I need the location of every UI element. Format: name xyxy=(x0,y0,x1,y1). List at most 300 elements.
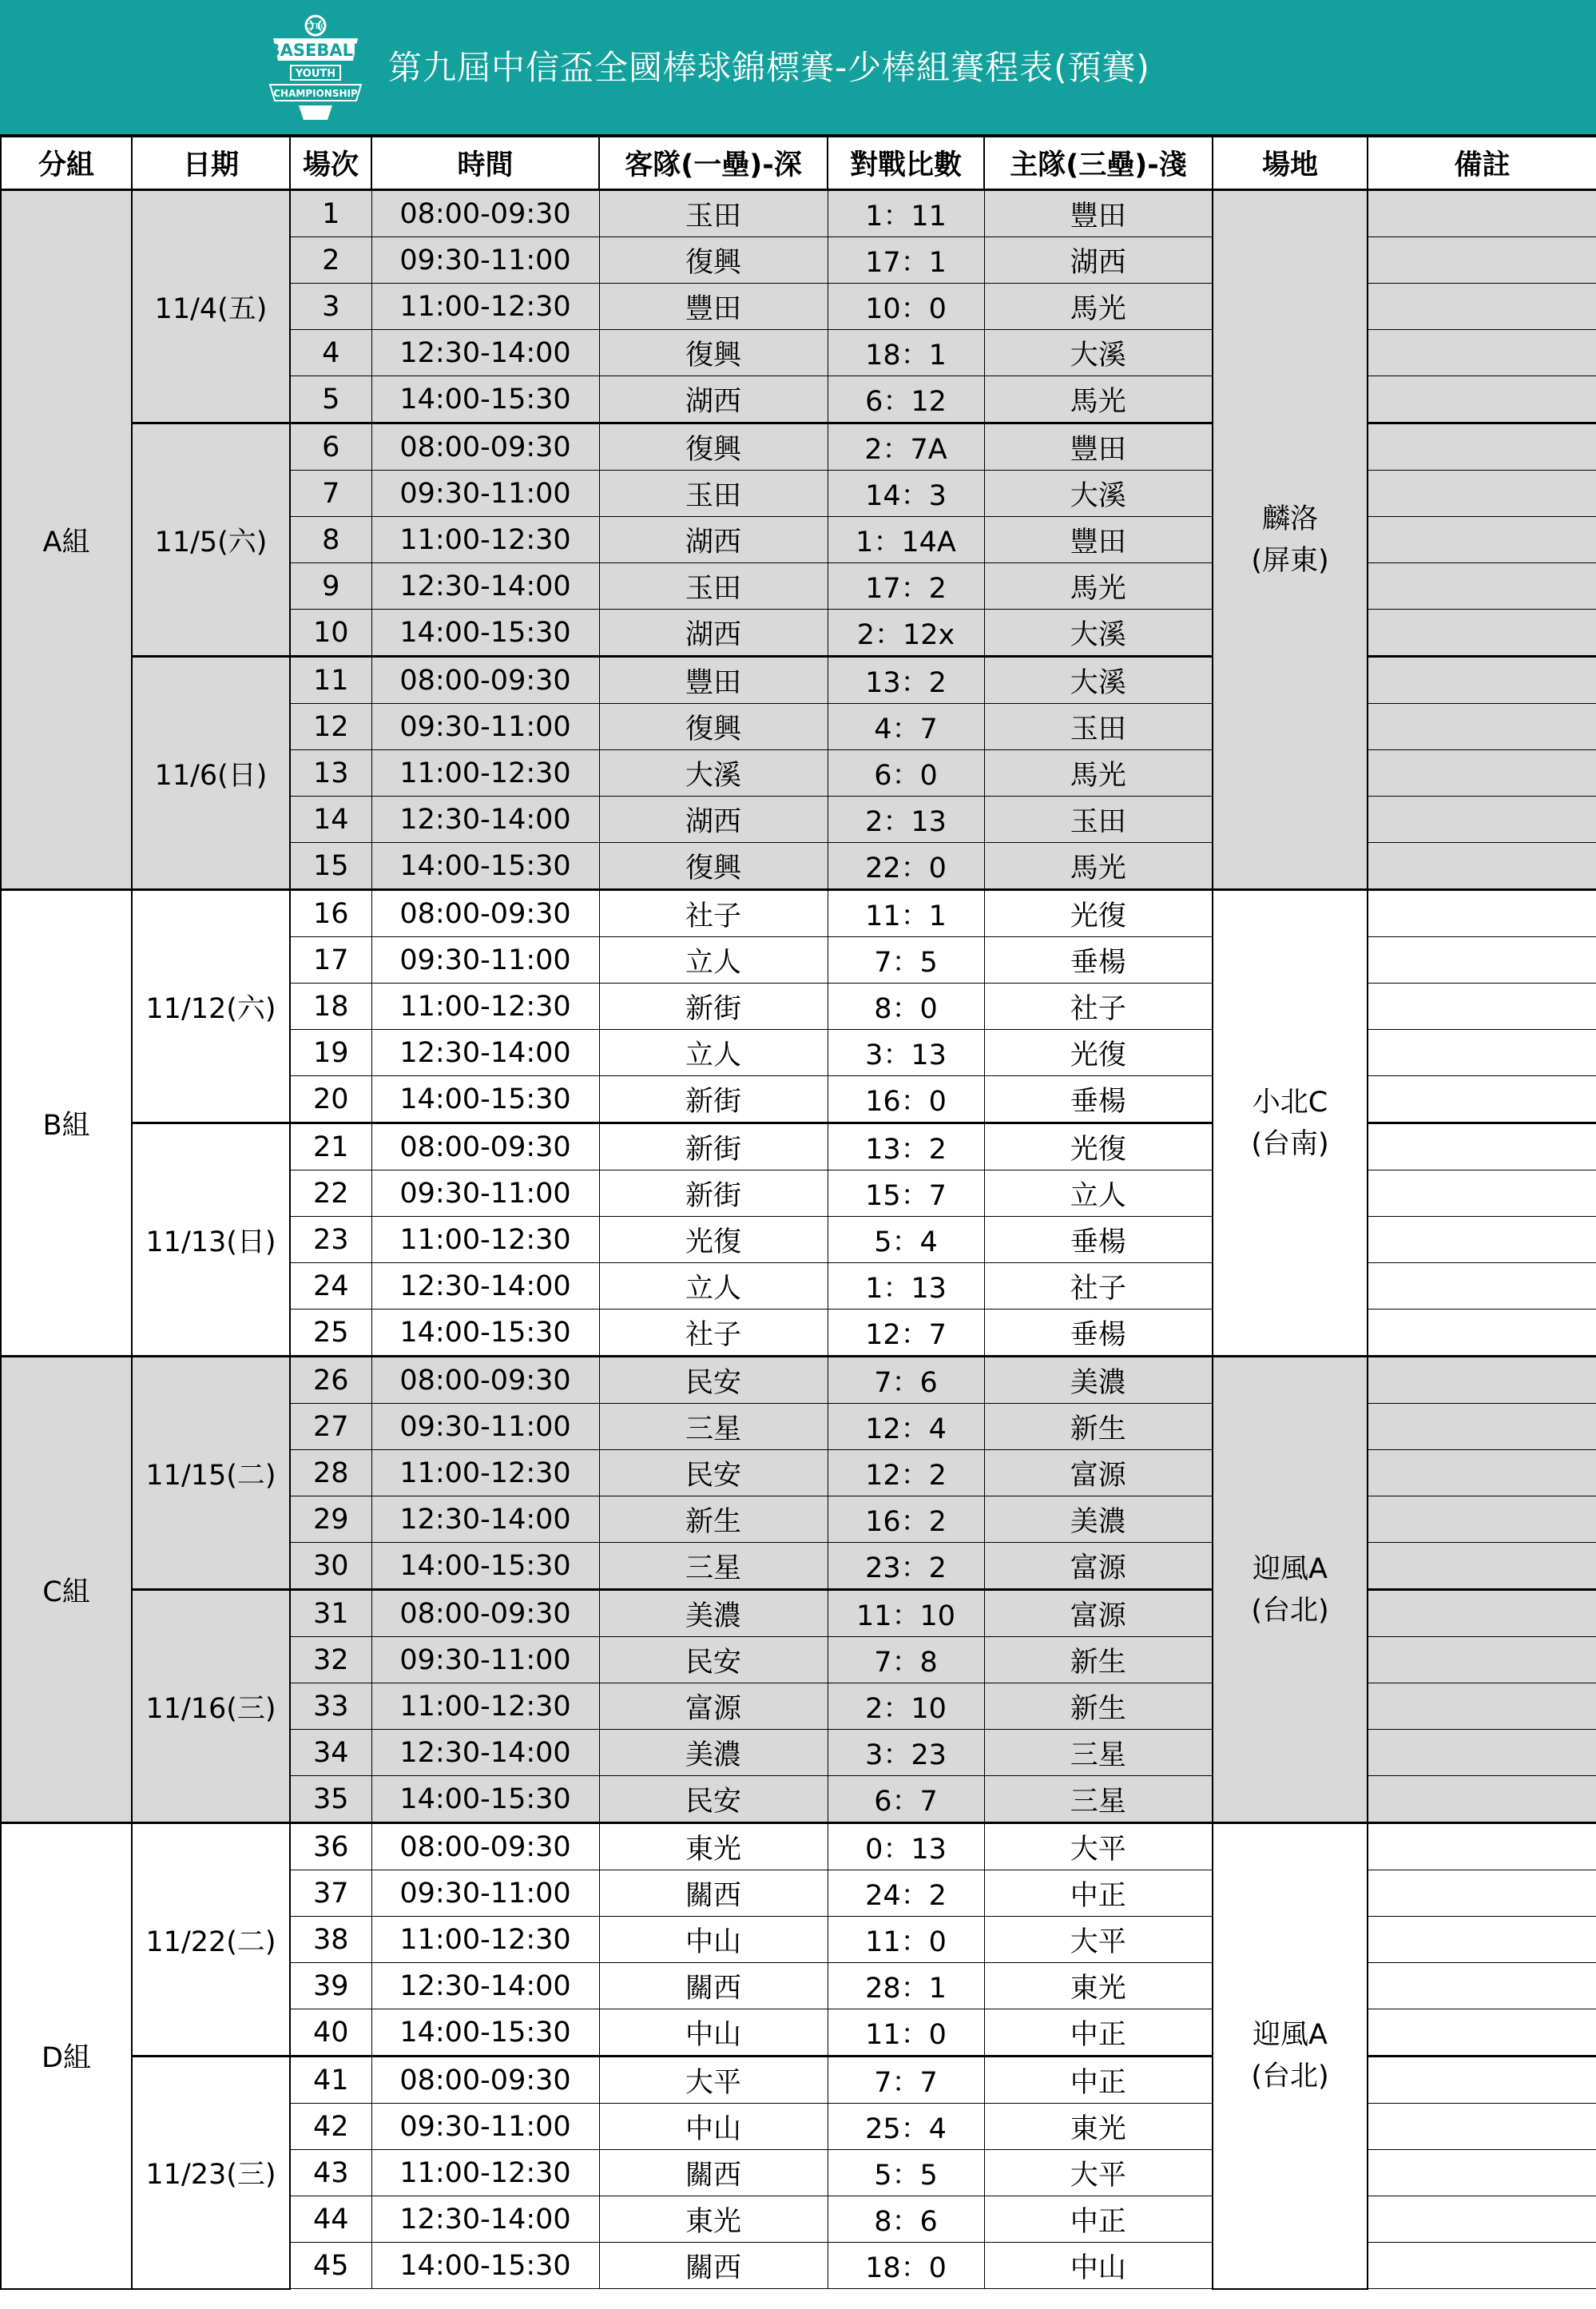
away-team-cell: 湖西 xyxy=(599,517,828,563)
venue-name: 迎風A xyxy=(1253,2019,1328,2052)
game-number-cell: 28 xyxy=(290,1450,371,1496)
notes-cell xyxy=(1368,1823,1596,1870)
notes-cell xyxy=(1368,1543,1596,1590)
column-header-venue: 場地 xyxy=(1213,137,1368,190)
home-team-cell: 東光 xyxy=(984,2104,1213,2150)
home-team-cell: 新生 xyxy=(984,1637,1213,1683)
away-team-cell: 大平 xyxy=(599,2057,828,2104)
notes-cell xyxy=(1368,1917,1596,1963)
game-number-cell: 41 xyxy=(290,2057,371,2104)
game-number-cell: 11 xyxy=(290,657,371,704)
time-cell: 14:00-15:30 xyxy=(371,2243,599,2289)
score-cell: 2：7A xyxy=(828,423,984,471)
time-cell: 09:30-11:00 xyxy=(371,1637,599,1683)
away-team-cell: 復興 xyxy=(599,843,828,890)
score-cell: 2：12x xyxy=(828,610,984,657)
home-team-cell: 垂楊 xyxy=(984,1076,1213,1123)
time-cell: 12:30-14:00 xyxy=(371,330,599,376)
notes-cell xyxy=(1368,890,1596,937)
score-cell: 13：2 xyxy=(828,657,984,704)
notes-cell xyxy=(1368,190,1596,237)
notes-cell xyxy=(1368,1123,1596,1170)
venue-name: 麟洛 xyxy=(1261,503,1318,535)
home-team-cell: 湖西 xyxy=(984,237,1213,284)
notes-cell xyxy=(1368,1309,1596,1357)
home-team-cell: 新生 xyxy=(984,1404,1213,1450)
notes-cell xyxy=(1368,750,1596,797)
schedule-body xyxy=(1,190,1596,2289)
column-header-home-team: 主隊(三壘)-淺 xyxy=(984,137,1213,190)
home-team-cell: 中山 xyxy=(984,2243,1213,2289)
home-team-cell: 東光 xyxy=(984,1963,1213,2009)
game-number-cell: 7 xyxy=(290,471,371,517)
away-team-cell: 民安 xyxy=(599,1637,828,1683)
score-cell: 16：0 xyxy=(828,1076,984,1123)
column-header-time: 時間 xyxy=(371,137,599,190)
game-number-cell: 13 xyxy=(290,750,371,797)
home-team-cell: 大溪 xyxy=(984,471,1213,517)
notes-cell xyxy=(1368,1730,1596,1776)
notes-cell xyxy=(1368,376,1596,423)
score-cell: 24：2 xyxy=(828,1870,984,1917)
svg-text:YOUTH: YOUTH xyxy=(295,68,336,80)
time-cell: 09:30-11:00 xyxy=(371,237,599,284)
score-cell: 3：13 xyxy=(828,1030,984,1076)
home-team-cell: 三星 xyxy=(984,1776,1213,1823)
notes-cell xyxy=(1368,797,1596,843)
away-team-cell: 民安 xyxy=(599,1776,828,1823)
notes-cell xyxy=(1368,1217,1596,1263)
notes-cell xyxy=(1368,517,1596,563)
page-title: 第九屆中信盃全國棒球錦標賽-少棒組賽程表(預賽) xyxy=(388,48,1150,87)
away-team-cell: 新街 xyxy=(599,1076,828,1123)
game-number-cell: 39 xyxy=(290,1963,371,2009)
home-team-cell: 大溪 xyxy=(984,657,1213,704)
time-cell: 08:00-09:30 xyxy=(371,2057,599,2104)
home-team-cell: 馬光 xyxy=(984,563,1213,610)
schedule-table xyxy=(0,136,1596,2290)
away-team-cell: 美濃 xyxy=(599,1590,828,1637)
home-team-cell: 中正 xyxy=(984,1870,1213,1917)
away-team-cell: 湖西 xyxy=(599,610,828,657)
notes-cell xyxy=(1368,937,1596,984)
notes-cell xyxy=(1368,284,1596,330)
game-number-cell: 45 xyxy=(290,2243,371,2289)
notes-cell xyxy=(1368,1776,1596,1823)
away-team-cell: 光復 xyxy=(599,1217,828,1263)
group-cell: D組 xyxy=(1,1823,132,2289)
away-team-cell: 新街 xyxy=(599,984,828,1030)
away-team-cell: 中山 xyxy=(599,1917,828,1963)
game-number-cell: 23 xyxy=(290,1217,371,1263)
game-number-cell: 18 xyxy=(290,984,371,1030)
away-team-cell: 豐田 xyxy=(599,284,828,330)
time-cell: 09:30-11:00 xyxy=(371,2104,599,2150)
score-cell: 17：2 xyxy=(828,563,984,610)
score-cell: 7：7 xyxy=(828,2057,984,2104)
home-team-cell: 富源 xyxy=(984,1590,1213,1637)
time-cell: 14:00-15:30 xyxy=(371,610,599,657)
game-number-cell: 38 xyxy=(290,1917,371,1963)
notes-cell xyxy=(1368,1357,1596,1404)
score-cell: 11：10 xyxy=(828,1590,984,1637)
notes-cell xyxy=(1368,984,1596,1030)
venue-name: 迎風A xyxy=(1253,1552,1328,1585)
home-team-cell: 大溪 xyxy=(984,330,1213,376)
time-cell: 11:00-12:30 xyxy=(371,284,599,330)
score-cell: 7：5 xyxy=(828,937,984,984)
score-cell: 7：8 xyxy=(828,1637,984,1683)
score-cell: 11：1 xyxy=(828,890,984,937)
away-team-cell: 玉田 xyxy=(599,563,828,610)
score-cell: 12：4 xyxy=(828,1404,984,1450)
game-number-cell: 33 xyxy=(290,1683,371,1730)
game-number-cell: 29 xyxy=(290,1496,371,1543)
score-cell: 18：0 xyxy=(828,2243,984,2289)
score-cell: 16：2 xyxy=(828,1496,984,1543)
notes-cell xyxy=(1368,2104,1596,2150)
svg-text:CHAMPIONSHIP: CHAMPIONSHIP xyxy=(273,88,358,99)
away-team-cell: 湖西 xyxy=(599,376,828,423)
away-team-cell: 東光 xyxy=(599,1823,828,1870)
notes-cell xyxy=(1368,2196,1596,2243)
time-cell: 14:00-15:30 xyxy=(371,1309,599,1357)
group-cell: B組 xyxy=(1,890,132,1357)
home-team-cell: 富源 xyxy=(984,1543,1213,1590)
group-cell: A組 xyxy=(1,190,132,890)
away-team-cell: 社子 xyxy=(599,1309,828,1357)
away-team-cell: 三星 xyxy=(599,1543,828,1590)
away-team-cell: 玉田 xyxy=(599,190,828,237)
game-number-cell: 24 xyxy=(290,1263,371,1309)
table-row xyxy=(1,890,1596,937)
game-number-cell: 40 xyxy=(290,2009,371,2057)
score-cell: 11：0 xyxy=(828,1917,984,1963)
home-team-cell: 中正 xyxy=(984,2009,1213,2057)
time-cell: 14:00-15:30 xyxy=(371,1776,599,1823)
notes-cell xyxy=(1368,1590,1596,1637)
notes-cell xyxy=(1368,1496,1596,1543)
notes-cell xyxy=(1368,1683,1596,1730)
game-number-cell: 16 xyxy=(290,890,371,937)
game-number-cell: 25 xyxy=(290,1309,371,1357)
table-row xyxy=(1,190,1596,237)
time-cell: 08:00-09:30 xyxy=(371,190,599,237)
venue-region: (台北) xyxy=(1251,1594,1329,1627)
notes-cell xyxy=(1368,330,1596,376)
away-team-cell: 社子 xyxy=(599,890,828,937)
score-cell: 6：12 xyxy=(828,376,984,423)
home-team-cell: 大溪 xyxy=(984,610,1213,657)
score-cell: 17：1 xyxy=(828,237,984,284)
score-cell: 25：4 xyxy=(828,2104,984,2150)
date-cell: 11/13(日) xyxy=(132,1123,290,1357)
game-number-cell: 5 xyxy=(290,376,371,423)
time-cell: 08:00-09:30 xyxy=(371,657,599,704)
group-cell: C組 xyxy=(1,1357,132,1823)
away-team-cell: 三星 xyxy=(599,1404,828,1450)
svg-text:BASEBALL: BASEBALL xyxy=(267,41,364,60)
score-cell: 14：3 xyxy=(828,471,984,517)
home-team-cell: 豐田 xyxy=(984,423,1213,471)
notes-cell xyxy=(1368,1870,1596,1917)
venue-region: (台北) xyxy=(1251,2061,1329,2093)
time-cell: 11:00-12:30 xyxy=(371,1450,599,1496)
time-cell: 14:00-15:30 xyxy=(371,2009,599,2057)
time-cell: 14:00-15:30 xyxy=(371,1076,599,1123)
home-team-cell: 社子 xyxy=(984,1263,1213,1309)
home-team-cell: 大平 xyxy=(984,1823,1213,1870)
home-team-cell: 垂楊 xyxy=(984,1309,1213,1357)
notes-cell xyxy=(1368,2009,1596,2057)
score-cell: 2：13 xyxy=(828,797,984,843)
home-team-cell: 豐田 xyxy=(984,517,1213,563)
time-cell: 12:30-14:00 xyxy=(371,1263,599,1309)
time-cell: 14:00-15:30 xyxy=(371,843,599,890)
score-cell: 8：0 xyxy=(828,984,984,1030)
game-number-cell: 35 xyxy=(290,1776,371,1823)
away-team-cell: 新生 xyxy=(599,1496,828,1543)
score-cell: 28：1 xyxy=(828,1963,984,2009)
baseball-championship-logo xyxy=(267,11,364,123)
time-cell: 09:30-11:00 xyxy=(371,1870,599,1917)
game-number-cell: 26 xyxy=(290,1357,371,1404)
away-team-cell: 關西 xyxy=(599,2243,828,2289)
home-team-cell: 新生 xyxy=(984,1683,1213,1730)
time-cell: 12:30-14:00 xyxy=(371,1963,599,2009)
date-cell: 11/23(三) xyxy=(132,2057,290,2289)
away-team-cell: 新街 xyxy=(599,1170,828,1217)
home-team-cell: 垂楊 xyxy=(984,1217,1213,1263)
home-team-cell: 馬光 xyxy=(984,843,1213,890)
time-cell: 08:00-09:30 xyxy=(371,1590,599,1637)
notes-cell xyxy=(1368,1963,1596,2009)
game-number-cell: 4 xyxy=(290,330,371,376)
home-team-cell: 中正 xyxy=(984,2196,1213,2243)
home-team-cell: 三星 xyxy=(984,1730,1213,1776)
time-cell: 12:30-14:00 xyxy=(371,1496,599,1543)
away-team-cell: 復興 xyxy=(599,704,828,750)
score-cell: 11：0 xyxy=(828,2009,984,2057)
away-team-cell: 中山 xyxy=(599,2104,828,2150)
away-team-cell: 美濃 xyxy=(599,1730,828,1776)
time-cell: 12:30-14:00 xyxy=(371,2196,599,2243)
score-cell: 3：23 xyxy=(828,1730,984,1776)
column-header-away-team: 客隊(一壘)-深 xyxy=(599,137,828,190)
notes-cell xyxy=(1368,1076,1596,1123)
notes-cell xyxy=(1368,423,1596,471)
time-cell: 08:00-09:30 xyxy=(371,890,599,937)
venue-region: (台南) xyxy=(1251,1127,1329,1160)
notes-cell xyxy=(1368,2057,1596,2104)
score-cell: 4：7 xyxy=(828,704,984,750)
page-header xyxy=(0,0,1596,136)
notes-cell xyxy=(1368,657,1596,704)
away-team-cell: 立人 xyxy=(599,1263,828,1309)
away-team-cell: 民安 xyxy=(599,1450,828,1496)
game-number-cell: 10 xyxy=(290,610,371,657)
away-team-cell: 富源 xyxy=(599,1683,828,1730)
game-number-cell: 6 xyxy=(290,423,371,471)
column-header-notes: 備註 xyxy=(1368,137,1596,190)
away-team-cell: 新街 xyxy=(599,1123,828,1170)
score-cell: 7：6 xyxy=(828,1357,984,1404)
time-cell: 09:30-11:00 xyxy=(371,471,599,517)
date-cell: 11/6(日) xyxy=(132,657,290,890)
away-team-cell: 玉田 xyxy=(599,471,828,517)
home-team-cell: 光復 xyxy=(984,1030,1213,1076)
notes-cell xyxy=(1368,237,1596,284)
time-cell: 08:00-09:30 xyxy=(371,1123,599,1170)
notes-cell xyxy=(1368,1170,1596,1217)
score-cell: 12：7 xyxy=(828,1309,984,1357)
score-cell: 1：14A xyxy=(828,517,984,563)
home-team-cell: 大平 xyxy=(984,2150,1213,2196)
game-number-cell: 22 xyxy=(290,1170,371,1217)
game-number-cell: 37 xyxy=(290,1870,371,1917)
notes-cell xyxy=(1368,1263,1596,1309)
score-cell: 1：11 xyxy=(828,190,984,237)
game-number-cell: 31 xyxy=(290,1590,371,1637)
time-cell: 08:00-09:30 xyxy=(371,1823,599,1870)
away-team-cell: 復興 xyxy=(599,330,828,376)
home-team-cell: 富源 xyxy=(984,1450,1213,1496)
notes-cell xyxy=(1368,471,1596,517)
notes-cell xyxy=(1368,1450,1596,1496)
notes-cell xyxy=(1368,1637,1596,1683)
home-team-cell: 馬光 xyxy=(984,750,1213,797)
notes-cell xyxy=(1368,610,1596,657)
time-cell: 09:30-11:00 xyxy=(371,1170,599,1217)
venue-cell xyxy=(1213,190,1368,890)
away-team-cell: 立人 xyxy=(599,937,828,984)
date-cell: 11/12(六) xyxy=(132,890,290,1123)
game-number-cell: 42 xyxy=(290,2104,371,2150)
game-number-cell: 30 xyxy=(290,1543,371,1590)
score-cell: 22：0 xyxy=(828,843,984,890)
date-cell: 11/22(二) xyxy=(132,1823,290,2057)
score-cell: 8：6 xyxy=(828,2196,984,2243)
notes-cell xyxy=(1368,2243,1596,2289)
away-team-cell: 復興 xyxy=(599,423,828,471)
home-team-cell: 美濃 xyxy=(984,1357,1213,1404)
game-number-cell: 20 xyxy=(290,1076,371,1123)
notes-cell xyxy=(1368,704,1596,750)
score-cell: 13：2 xyxy=(828,1123,984,1170)
game-number-cell: 44 xyxy=(290,2196,371,2243)
game-number-cell: 1 xyxy=(290,190,371,237)
time-cell: 12:30-14:00 xyxy=(371,797,599,843)
venue-region: (屏東) xyxy=(1251,544,1329,577)
time-cell: 11:00-12:30 xyxy=(371,1683,599,1730)
score-cell: 1：13 xyxy=(828,1263,984,1309)
time-cell: 11:00-12:30 xyxy=(371,1217,599,1263)
table-row xyxy=(1,1357,1596,1404)
home-team-cell: 立人 xyxy=(984,1170,1213,1217)
home-team-cell: 馬光 xyxy=(984,284,1213,330)
game-number-cell: 17 xyxy=(290,937,371,984)
column-header-date: 日期 xyxy=(132,137,290,190)
game-number-cell: 34 xyxy=(290,1730,371,1776)
notes-cell xyxy=(1368,1030,1596,1076)
home-team-cell: 光復 xyxy=(984,1123,1213,1170)
svg-text:CTBC: CTBC xyxy=(304,22,327,31)
notes-cell xyxy=(1368,2150,1596,2196)
away-team-cell: 民安 xyxy=(599,1357,828,1404)
home-team-cell: 光復 xyxy=(984,890,1213,937)
time-cell: 12:30-14:00 xyxy=(371,1030,599,1076)
venue-cell xyxy=(1213,890,1368,1357)
table-row xyxy=(1,1823,1596,1870)
home-team-cell: 玉田 xyxy=(984,797,1213,843)
game-number-cell: 21 xyxy=(290,1123,371,1170)
game-number-cell: 32 xyxy=(290,1637,371,1683)
time-cell: 12:30-14:00 xyxy=(371,563,599,610)
column-header-score: 對戰比數 xyxy=(828,137,984,190)
date-cell: 11/4(五) xyxy=(132,190,290,423)
away-team-cell: 湖西 xyxy=(599,797,828,843)
game-number-cell: 14 xyxy=(290,797,371,843)
notes-cell xyxy=(1368,1404,1596,1450)
column-header-group: 分組 xyxy=(1,137,132,190)
time-cell: 08:00-09:30 xyxy=(371,423,599,471)
game-number-cell: 12 xyxy=(290,704,371,750)
time-cell: 11:00-12:30 xyxy=(371,1917,599,1963)
away-team-cell: 復興 xyxy=(599,237,828,284)
date-cell: 11/15(二) xyxy=(132,1357,290,1590)
game-number-cell: 9 xyxy=(290,563,371,610)
home-team-cell: 美濃 xyxy=(984,1496,1213,1543)
score-cell: 18：1 xyxy=(828,330,984,376)
date-cell: 11/5(六) xyxy=(132,423,290,657)
column-header-game-no: 場次 xyxy=(290,137,371,190)
time-cell: 11:00-12:30 xyxy=(371,750,599,797)
game-number-cell: 8 xyxy=(290,517,371,563)
game-number-cell: 43 xyxy=(290,2150,371,2196)
score-cell: 5：4 xyxy=(828,1217,984,1263)
home-team-cell: 社子 xyxy=(984,984,1213,1030)
score-cell: 2：10 xyxy=(828,1683,984,1730)
game-number-cell: 3 xyxy=(290,284,371,330)
home-team-cell: 垂楊 xyxy=(984,937,1213,984)
time-cell: 14:00-15:30 xyxy=(371,1543,599,1590)
away-team-cell: 關西 xyxy=(599,1870,828,1917)
time-cell: 11:00-12:30 xyxy=(371,517,599,563)
game-number-cell: 36 xyxy=(290,1823,371,1870)
score-cell: 23：2 xyxy=(828,1543,984,1590)
home-team-cell: 中正 xyxy=(984,2057,1213,2104)
score-cell: 10：0 xyxy=(828,284,984,330)
home-team-cell: 大平 xyxy=(984,1917,1213,1963)
venue-cell xyxy=(1213,1357,1368,1823)
time-cell: 09:30-11:00 xyxy=(371,1404,599,1450)
date-cell: 11/16(三) xyxy=(132,1590,290,1823)
away-team-cell: 中山 xyxy=(599,2009,828,2057)
home-team-cell: 豐田 xyxy=(984,190,1213,237)
time-cell: 11:00-12:30 xyxy=(371,2150,599,2196)
venue-cell xyxy=(1213,1823,1368,2289)
away-team-cell: 豐田 xyxy=(599,657,828,704)
time-cell: 08:00-09:30 xyxy=(371,1357,599,1404)
time-cell: 14:00-15:30 xyxy=(371,376,599,423)
score-cell: 15：7 xyxy=(828,1170,984,1217)
score-cell: 6：7 xyxy=(828,1776,984,1823)
score-cell: 12：2 xyxy=(828,1450,984,1496)
game-number-cell: 15 xyxy=(290,843,371,890)
score-cell: 6：0 xyxy=(828,750,984,797)
away-team-cell: 關西 xyxy=(599,2150,828,2196)
score-cell: 0：13 xyxy=(828,1823,984,1870)
